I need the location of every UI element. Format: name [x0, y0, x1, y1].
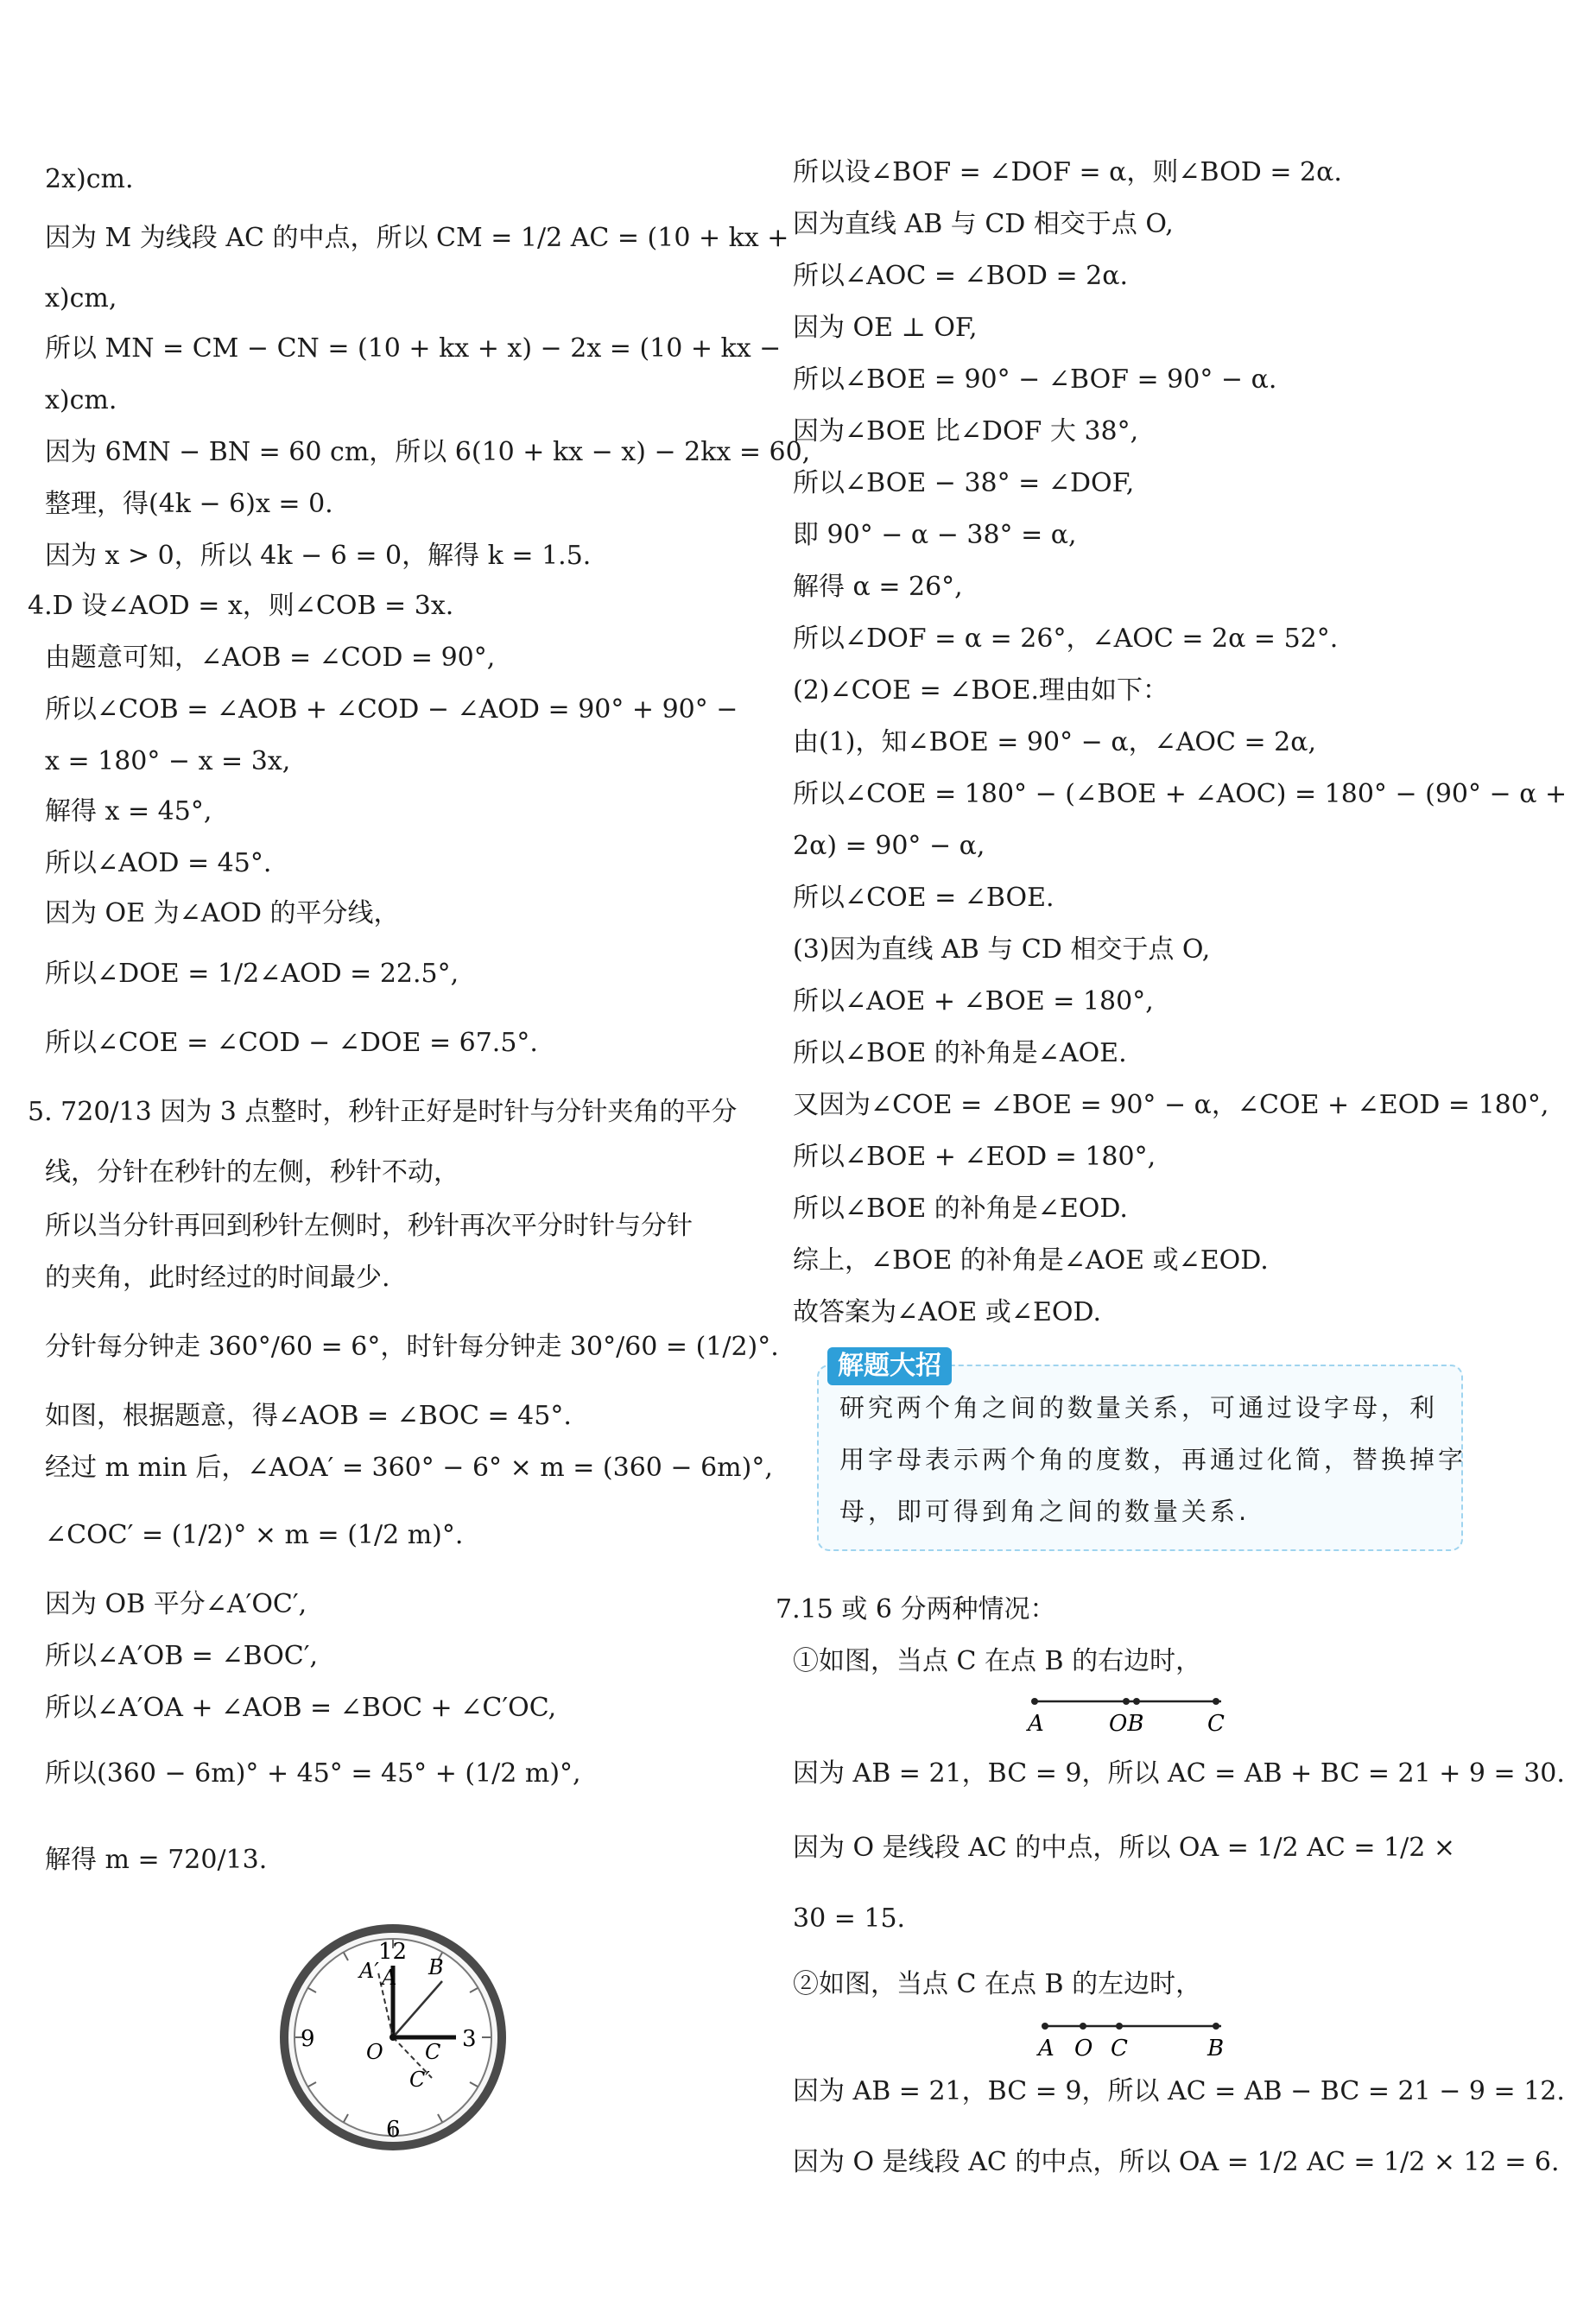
text-line: 由题意可知，∠AOB = ∠COD = 90°,	[45, 643, 496, 673]
text-line: 解得 m = 720/13.	[45, 1845, 268, 1875]
clock-number: 6	[386, 2117, 401, 2143]
text-line: 即 90° − α − 38° = α,	[793, 520, 1077, 550]
text-line: 所以当分针再回到秒针左侧时，秒针再次平分时针与分针	[45, 1211, 693, 1241]
text-line: 所以∠COE = 180° − (∠BOE + ∠AOC) = 180° − (90° − α +	[793, 779, 1568, 809]
point-label: OB	[1109, 1711, 1144, 1737]
text-line: 因为 AB = 21，BC = 9，所以 AC = AB − BC = 21 − 9 = 12.	[793, 2076, 1565, 2106]
text-line: 如图，根据题意，得∠AOB = ∠BOC = 45°.	[45, 1401, 572, 1431]
text-line: 所以∠A′OA + ∠AOB = ∠BOC + ∠C′OC,	[45, 1693, 557, 1723]
text-line: 因为 M 为线段 AC 的中点，所以 CM = 1/2 AC = (10 + kx +	[45, 223, 789, 253]
text-line: 所以∠A′OB = ∠BOC′,	[45, 1641, 319, 1671]
text-line: 所以∠AOD = 45°.	[45, 848, 272, 878]
point-o	[1123, 1698, 1130, 1705]
text-line: 所以设∠BOF = ∠DOF = α，则∠BOD = 2α.	[793, 157, 1342, 187]
clock-label: O	[366, 2040, 383, 2064]
text-line: (3)因为直线 AB 与 CD 相交于点 O,	[793, 934, 1211, 965]
clock-label: A	[382, 1966, 397, 1990]
question-5: 5. 720/13 因为 3 点整时，秒针正好是时针与分针夹角的平分	[28, 1097, 738, 1127]
text-line: 所以 MN = CM − CN = (10 + kx + x) − 2x = (10 + kx −	[45, 333, 782, 364]
text-line: ∠COC′ = (1/2)° × m = (1/2 m)°.	[45, 1520, 464, 1550]
text-line: 综上，∠BOE 的补角是∠AOE 或∠EOD.	[793, 1245, 1269, 1276]
clock-label: C	[425, 2040, 441, 2064]
text-line: 因为 O 是线段 AC 的中点，所以 OA = 1/2 AC = 1/2 × 12 = 6.	[793, 2147, 1560, 2177]
text-line: 因为 x > 0，所以 4k − 6 = 0，解得 k = 1.5.	[45, 541, 592, 571]
point-a	[1031, 1698, 1038, 1705]
segment-figure-1	[1026, 1691, 1233, 1739]
text-line: 因为直线 AB 与 CD 相交于点 O,	[793, 209, 1174, 239]
point-b	[1213, 2023, 1219, 2030]
text-line: ②如图，当点 C 在点 B 的左边时，	[793, 1969, 1202, 1999]
point-o	[1080, 2023, 1086, 2030]
tip-title: 解题大招	[827, 1347, 952, 1385]
point-label: O	[1074, 2036, 1093, 2062]
text-line: 因为 O 是线段 AC 的中点，所以 OA = 1/2 AC = 1/2 ×	[793, 1833, 1455, 1863]
text-line: 由(1)，知∠BOE = 90° − α，∠AOC = 2α,	[793, 727, 1317, 757]
question-7: 7.15 或 6 分两种情况：	[776, 1594, 1056, 1624]
question-4: 4.D 设∠AOD = x，则∠COB = 3x.	[28, 591, 454, 621]
text-line: 经过 m min 后，∠AOA′ = 360° − 6° × m = (360 − 6m)°,	[45, 1453, 773, 1483]
text-line: 所以∠BOE + ∠EOD = 180°,	[793, 1142, 1156, 1172]
text-line: 所以∠BOE 的补角是∠EOD.	[793, 1194, 1128, 1224]
text-line: 整理，得(4k − 6)x = 0.	[45, 489, 333, 519]
text-line: 所以∠DOF = α = 26°，∠AOC = 2α = 52°.	[793, 624, 1339, 654]
clock-center	[390, 2034, 396, 2041]
tip-line: 研究两个角之间的数量关系，可通过设字母，利	[839, 1393, 1439, 1422]
clock-label: C′	[409, 2068, 430, 2092]
clock-figure	[276, 1921, 510, 2154]
tip-line: 母，即可得到角之间的数量关系.	[839, 1497, 1251, 1526]
clock-label: B	[428, 1955, 444, 1979]
text-line: 所以∠AOC = ∠BOD = 2α.	[793, 261, 1129, 291]
tip-line: 用字母表示两个角的度数，再通过化简，替换掉字	[839, 1445, 1467, 1474]
text-line: 故答案为∠AOE 或∠EOD.	[793, 1297, 1101, 1327]
text-line: 2α) = 90° − α,	[793, 831, 985, 861]
text-line: 解得 x = 45°,	[45, 796, 212, 826]
text-line: (2)∠COE = ∠BOE.理由如下：	[793, 675, 1169, 706]
point-label: C	[1111, 2036, 1128, 2062]
point-b	[1133, 1698, 1140, 1705]
text-line: 因为 6MN − BN = 60 cm，所以 6(10 + kx − x) − 2kx = 60,	[45, 437, 811, 467]
text-line: 所以∠COB = ∠AOB + ∠COD − ∠AOD = 90° + 90° −	[45, 694, 738, 725]
text-line: 因为 AB = 21，BC = 9，所以 AC = AB + BC = 21 + 9 = 30.	[793, 1758, 1565, 1789]
text-line: 所以∠BOE 的补角是∠AOE.	[793, 1038, 1127, 1068]
point-c	[1116, 2023, 1123, 2030]
text-line: 所以∠DOE = 1/2∠AOD = 22.5°,	[45, 959, 459, 989]
text-line: 因为 OE 为∠AOD 的平分线，	[45, 898, 400, 928]
text-line: 因为∠BOE 比∠DOF 大 38°,	[793, 416, 1139, 446]
clock-number: 12	[378, 1939, 408, 1965]
clock-label: A′	[359, 1959, 379, 1983]
text-line: 线，分针在秒针的左侧，秒针不动，	[45, 1157, 459, 1188]
text-line: 解得 α = 26°,	[793, 572, 963, 602]
text-line: 所以∠COE = ∠BOE.	[793, 883, 1054, 913]
text-line: 所以∠AOE + ∠BOE = 180°,	[793, 986, 1154, 1016]
text-line: 所以∠BOE − 38° = ∠DOF,	[793, 468, 1135, 498]
clock-number: 3	[462, 2026, 477, 2052]
point-label: A	[1028, 1711, 1044, 1737]
text-line: 所以(360 − 6m)° + 45° = 45° + (1/2 m)°,	[45, 1758, 581, 1789]
point-a	[1042, 2023, 1048, 2030]
text-line: 因为 OB 平分∠A′OC′,	[45, 1589, 307, 1619]
text-line: 分针每分钟走 360°/60 = 6°，时针每分钟走 30°/60 = (1/2)°.	[45, 1332, 779, 1362]
point-label: C	[1207, 1711, 1225, 1737]
text-line: 的夹角，此时经过的时间最少.	[45, 1263, 390, 1293]
text-line: 2x)cm.	[45, 164, 134, 194]
text-line: ①如图，当点 C 在点 B 的右边时，	[793, 1646, 1202, 1676]
text-line: 又因为∠COE = ∠BOE = 90° − α，∠COE + ∠EOD = 180°,	[793, 1090, 1549, 1120]
text-line: x = 180° − x = 3x,	[45, 746, 291, 776]
text-line: x)cm,	[45, 283, 117, 314]
segment-figure-2	[1036, 2016, 1244, 2064]
point-label: A	[1038, 2036, 1054, 2062]
text-line: 所以∠BOE = 90° − ∠BOF = 90° − α.	[793, 364, 1277, 395]
text-line: 30 = 15.	[793, 1903, 906, 1934]
tip-box	[817, 1351, 1467, 1551]
point-label: B	[1207, 2036, 1225, 2062]
text-line: 所以∠COE = ∠COD − ∠DOE = 67.5°.	[45, 1028, 538, 1058]
text-line: 因为 OE ⊥ OF,	[793, 313, 978, 343]
text-line: x)cm.	[45, 385, 117, 415]
clock-number: 9	[301, 2026, 315, 2052]
point-c	[1213, 1698, 1219, 1705]
